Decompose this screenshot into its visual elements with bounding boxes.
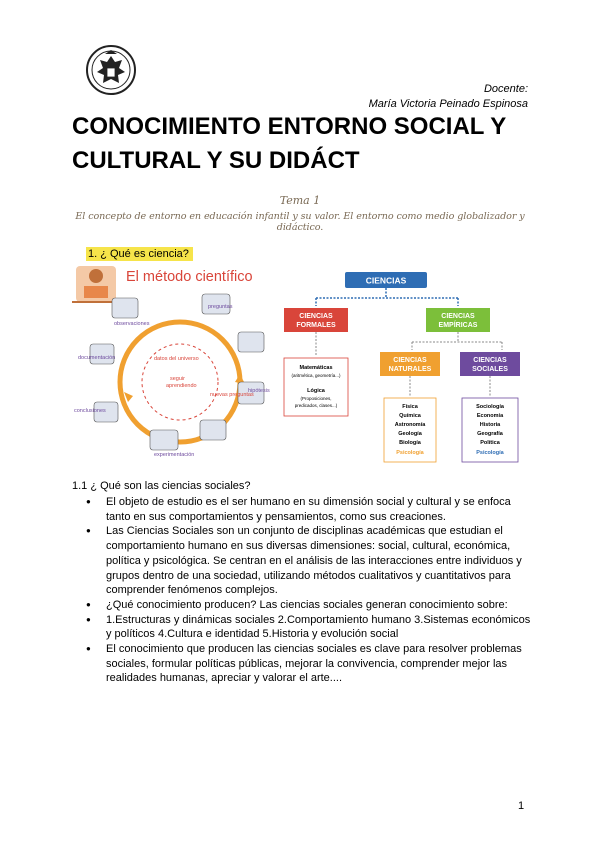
naturales-item-6: Psicología <box>396 450 424 456</box>
university-seal-logo <box>86 42 136 98</box>
empiricas-line-2: EMPÍRICAS <box>438 322 478 329</box>
step-datos: datos del universo <box>154 356 199 362</box>
teacher-block <box>300 82 528 112</box>
list-item: ● 1.Estructuras y dinámicas sociales 2.Comportamiento humano 3.Sistemas económicos y políticos 4.Cultura e identidad 5.Historia y evolución social <box>86 613 536 642</box>
sociales-line-1: CIENCIAS <box>473 357 507 364</box>
method-title: El método científico <box>126 269 253 285</box>
formales-line-1: CIENCIAS <box>299 313 333 320</box>
sociales-item-2: Economía <box>476 413 504 419</box>
topic-subtitle: El concepto de entorno en educación infantil y su valor. El entorno como medio globalizador y didáctico. <box>75 211 525 233</box>
scientific-method-illustration <box>70 262 280 462</box>
sciences-classification-diagram <box>280 268 530 468</box>
naturales-item-3: Astronomía <box>394 422 426 428</box>
list-item: ● El conocimiento que producen las ciencias sociales es clave para resolver problemas sociales, formular políticas públicas, mejorar la convivencia, comprender mejor las realidades humanas, apreciar y valorar el arte.... <box>86 642 536 686</box>
step-preguntas: preguntas <box>208 304 233 310</box>
formales-item-logica-detail-1: (Proposiciones, <box>300 396 332 401</box>
formales-line-2: FORMALES <box>296 322 336 329</box>
topic-label: Tema 1 <box>279 194 321 207</box>
list-item: ● Las Ciencias Sociales son un conjunto de disciplinas académicas que estudian el comportamiento humano en sus diversas dimensiones: social, cultural, económica, política y psicológica. Se centran en el análisis de las interacciones entre individuos y grupos dentro de una sociedad, utilizando métodos cualitativos y cuantitativos para comprender fenómenos complejos. <box>86 524 536 598</box>
naturales-item-1: Física <box>402 404 418 410</box>
social-sciences-bullet-list <box>86 495 536 686</box>
empiricas-line-1: CIENCIAS <box>441 313 475 320</box>
sociales-item-3: Historia <box>479 422 501 428</box>
step-nuevas-preguntas: nuevas preguntas <box>210 392 254 398</box>
naturales-item-5: Biología <box>399 440 421 446</box>
section-heading-what-is-science: 1. ¿ Qué es ciencia? <box>86 247 193 261</box>
formales-item-logica-detail-2: predicados, clases...) <box>294 403 338 408</box>
sociales-item-4: Geografía <box>477 431 503 437</box>
step-experimentacion: experimentación <box>154 452 195 458</box>
list-item: ● El objeto de estudio es el ser humano en su dimensión social y cultural y se enfoca tanto en sus comportamientos y pensamientos, como sus creaciones. <box>86 495 536 524</box>
list-item: ● ¿Qué conocimiento producen? Las ciencias sociales generan conocimiento sobre: <box>86 598 536 613</box>
teacher-name: María Victoria Peinado Espinosa <box>368 98 528 110</box>
naturales-item-2: Química <box>399 413 421 419</box>
section-heading-social-sciences: 1.1 ¿ Qué son las ciencias sociales? <box>72 480 251 492</box>
step-hipotesis: hipótesis <box>248 388 270 394</box>
step-observaciones: observaciones <box>114 321 150 327</box>
sociales-item-1: Sociología <box>476 404 504 410</box>
center-line-1: seguir <box>170 376 185 382</box>
naturales-line-1: CIENCIAS <box>393 357 427 364</box>
page-title: CONOCIMIENTO ENTORNO SOCIAL Y CULTURAL Y SU DIDÁCT <box>72 113 506 174</box>
naturales-item-4: Geología <box>398 431 422 437</box>
teacher-label: Docente: <box>483 83 528 95</box>
center-line-2: aprendiendo <box>166 383 197 389</box>
step-documentacion: documentación <box>78 355 116 361</box>
sociales-item-6: Psicología <box>476 450 504 456</box>
step-conclusiones: conclusiones <box>74 408 106 414</box>
sociales-line-2: SOCIALES <box>472 366 508 373</box>
formales-item-logica: Lógica <box>307 388 325 394</box>
node-ciencias-label: CIENCIAS <box>365 275 407 286</box>
formales-item-matematicas: Matemáticas <box>299 365 333 371</box>
formales-item-matematicas-detail: (aritmética, geometría...) <box>291 373 341 378</box>
naturales-line-2: NATURALES <box>388 366 432 373</box>
sociales-item-5: Política <box>480 440 500 446</box>
page-number: 1 <box>518 800 525 812</box>
child-reading-figure <box>72 266 120 302</box>
